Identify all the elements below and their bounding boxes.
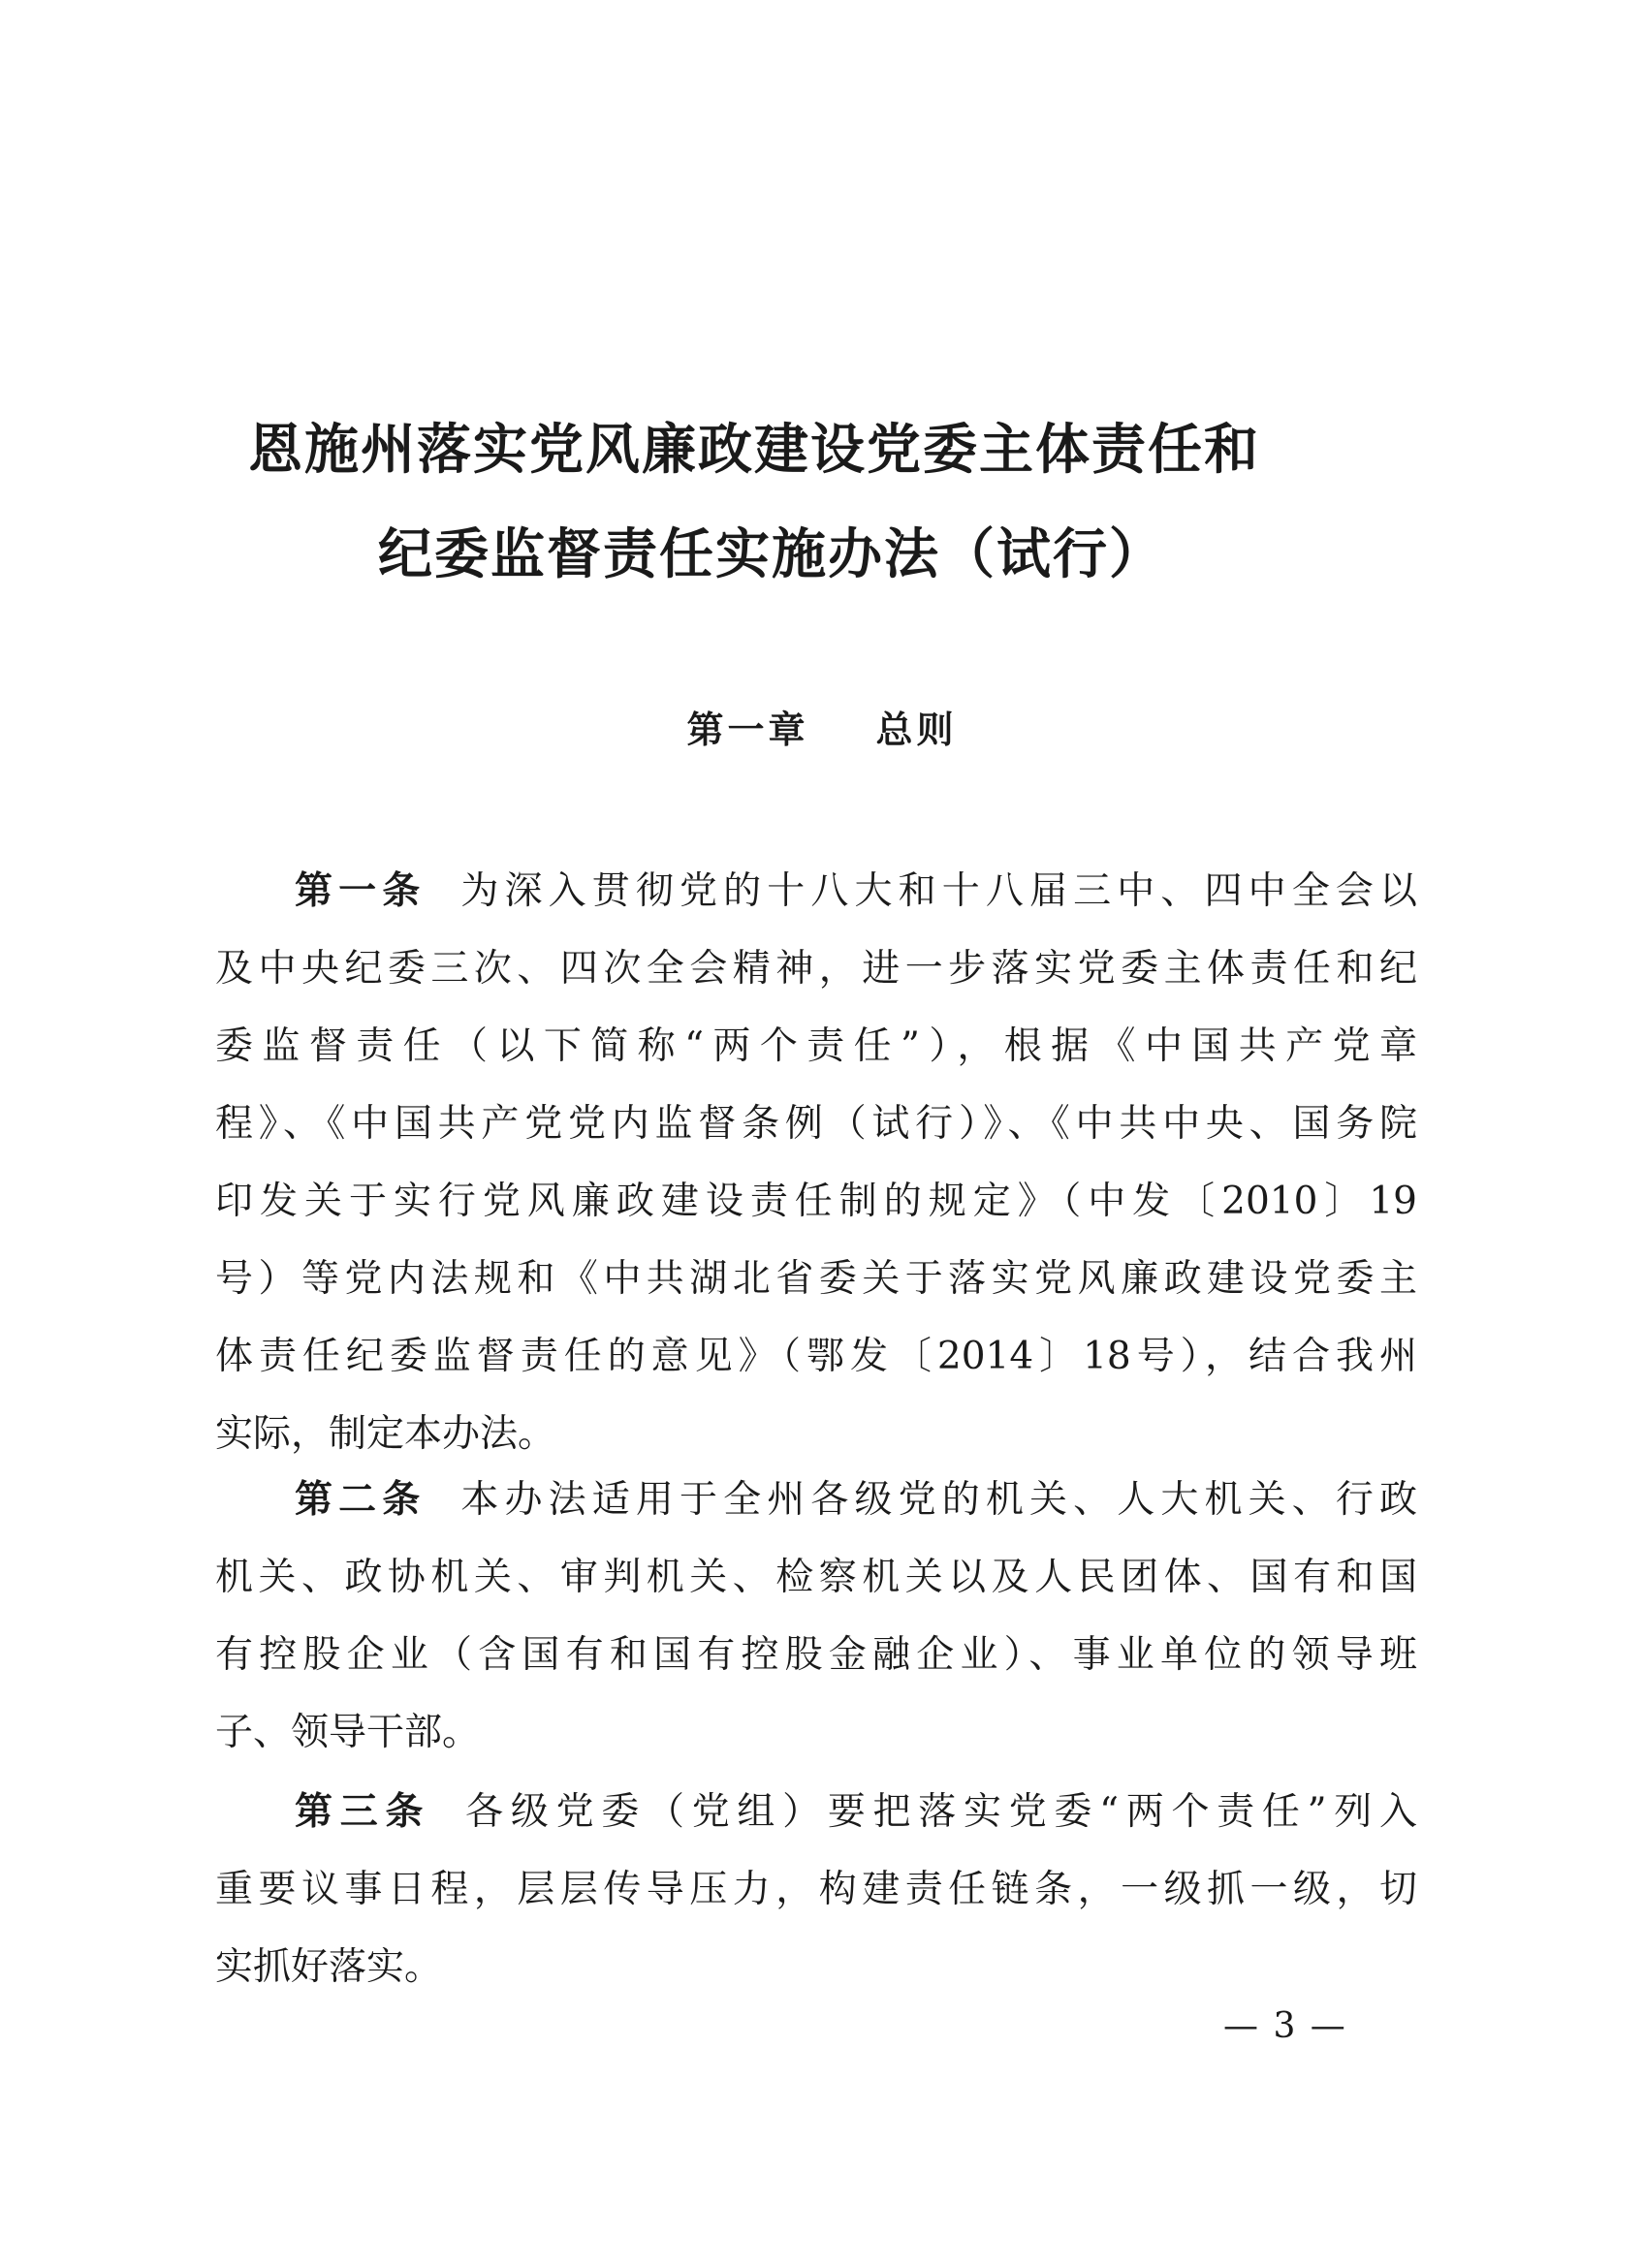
article-1-line-4: 程》、《中国共产党党内监督条例（试行）》、《中共中央、国务院 [215, 1102, 1417, 1146]
article-1-line-7: 体责任纪委监督责任的意见》（鄂发〔2014〕18号），结合我州 [215, 1335, 1417, 1378]
document-title-line-2: 纪委监督责任实施办法（试行） [378, 523, 1165, 586]
article-2-label: 第二条 [295, 1478, 427, 1522]
article-1-line-8: 实际，制定本办法。 [215, 1412, 556, 1456]
article-1 [215, 853, 1417, 1473]
article-1-line-5: 印发关于实行党风廉政建设责任制的规定》（中发〔2010〕19 [215, 1180, 1417, 1223]
article-3-line-2: 重要议事日程，层层传导压力，构建责任链条，一级抓一级，切 [215, 1868, 1417, 1911]
chapter-heading [0, 700, 1644, 753]
article-3-text-1: 各级党委（党组）要把落实党委“两个责任”列入 [465, 1790, 1417, 1834]
article-2-text-1: 本办法适用于全州各级党的机关、人大机关、行政 [460, 1478, 1417, 1522]
article-1-line-6: 号）等党内法规和《中共湖北省委关于落实党风廉政建设党委主 [215, 1257, 1417, 1301]
article-2 [215, 1462, 1417, 1772]
page-number: — 3 — [1223, 2006, 1347, 2046]
document-title-line-1: 恩施州落实党风廉政建设党委主体责任和 [248, 419, 1260, 482]
article-3-line-3: 实抓好落实。 [215, 1945, 443, 1989]
chapter-name: 总则 [875, 709, 958, 751]
article-2-line-3: 有控股企业（含国有和国有控股金融企业）、事业单位的领导班 [215, 1633, 1417, 1677]
article-1-label: 第一条 [295, 869, 427, 913]
article-3-line-1 [215, 1774, 1417, 1851]
article-1-text-1: 为深入贯彻党的十八大和十八届三中、四中全会以 [460, 869, 1417, 913]
article-3-label: 第三条 [295, 1790, 431, 1834]
chapter-label: 第一章 [686, 709, 809, 751]
article-1-line-3: 委监督责任（以下简称“两个责任”），根据《中国共产党章 [215, 1024, 1417, 1068]
article-2-line-2: 机关、政协机关、审判机关、检察机关以及人民团体、国有和国 [215, 1556, 1417, 1599]
article-1-line-2: 及中央纪委三次、四次全会精神，进一步落实党委主体责任和纪 [215, 947, 1417, 991]
article-2-line-1 [215, 1462, 1417, 1539]
article-1-line-1 [215, 853, 1417, 930]
article-2-line-4: 子、领导干部。 [215, 1711, 481, 1754]
article-3 [215, 1774, 1417, 2006]
